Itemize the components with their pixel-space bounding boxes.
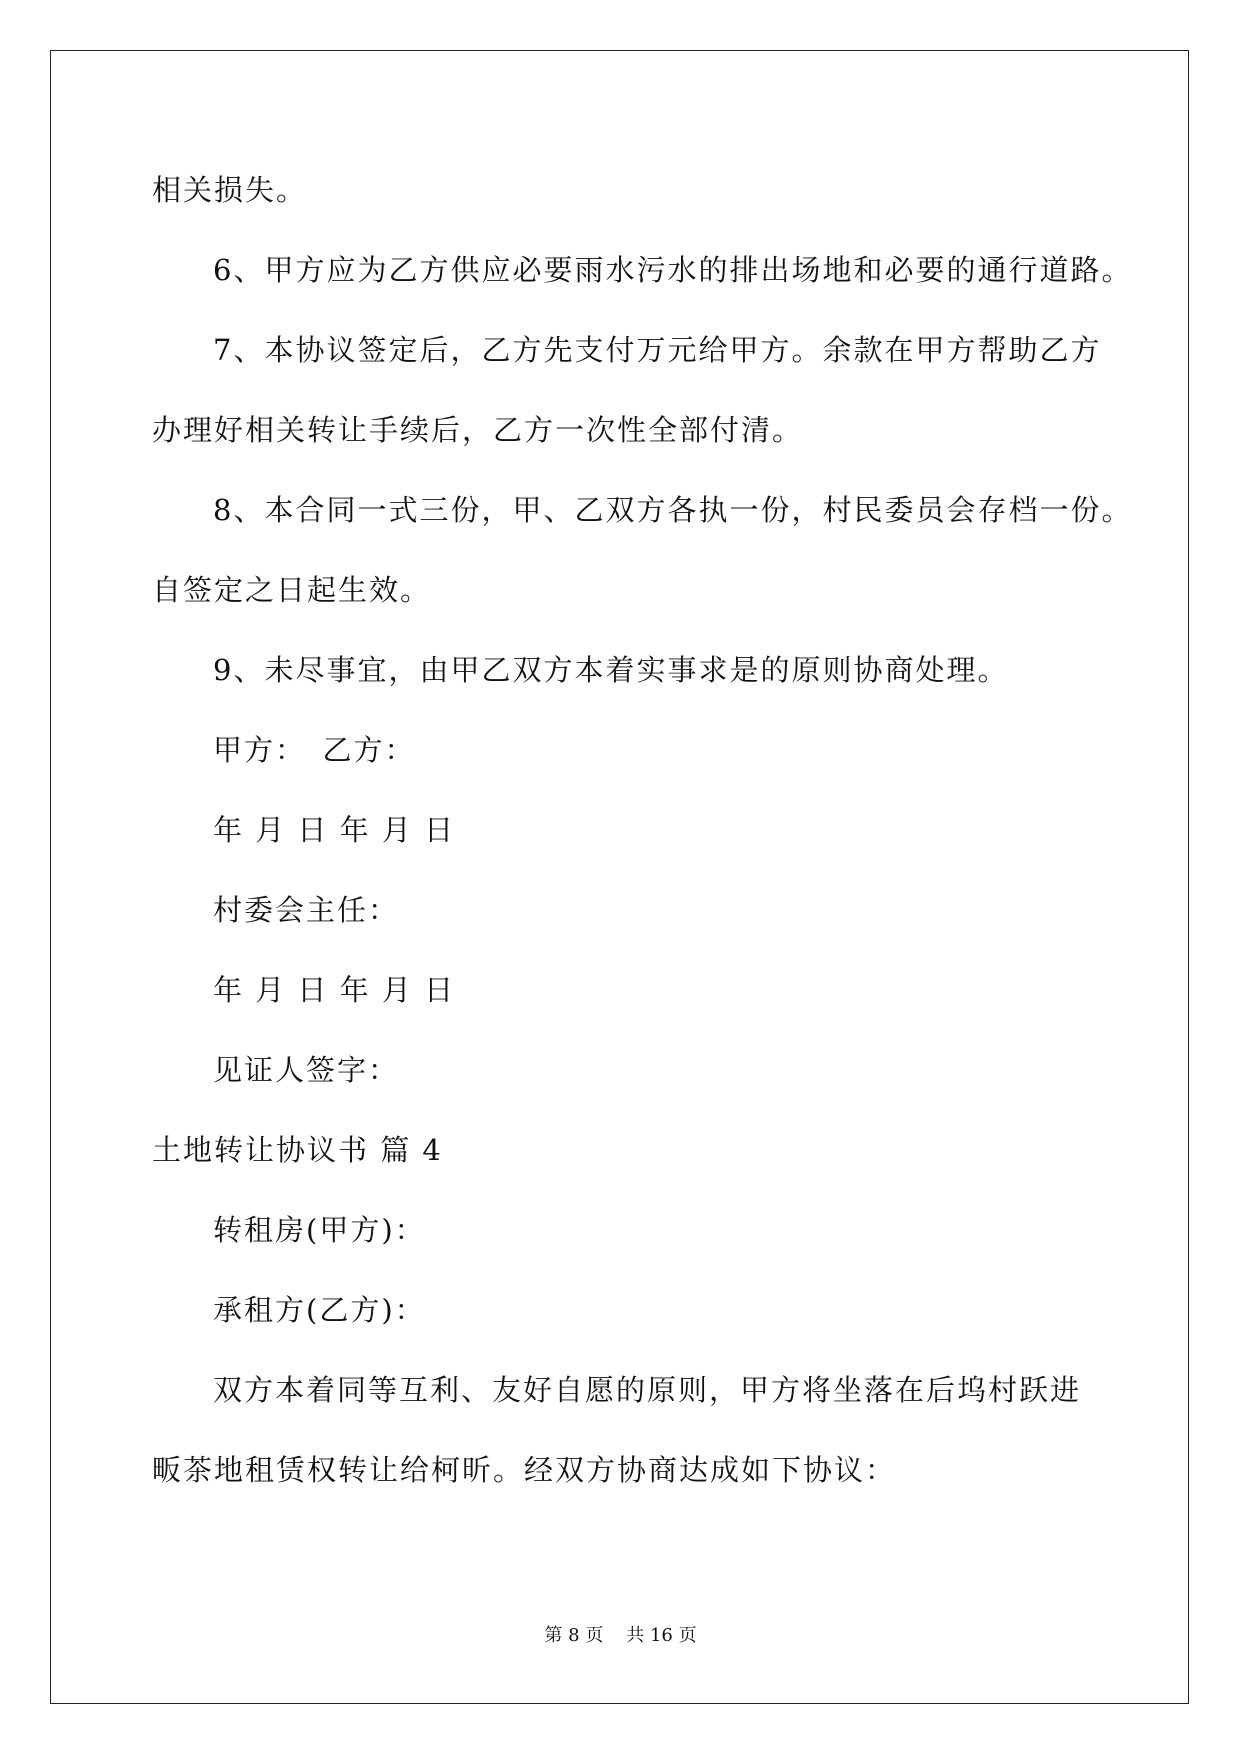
clause-6: 6、甲方应为乙方供应必要雨水污水的排出场地和必要的通行道路。 [213,253,1133,287]
witness-signature: 见证人签字： [213,1053,400,1087]
paragraph-line: 畈茶地租赁权转让给柯昕。经双方协商达成如下协议： [152,1453,897,1487]
section-heading: 土地转让协议书 篇 4 [152,1133,443,1167]
paragraph-line: 相关损失。 [152,173,308,207]
signature-date: 年 月 日 年 月 日 [213,813,456,847]
party-a-label: 转租房(甲方)： [213,1213,426,1247]
signature-date: 年 月 日 年 月 日 [213,973,456,1007]
clause-7: 7、本协议签定后，乙方先支付万元给甲方。余款在甲方帮助乙方 [213,333,1102,367]
clause-9: 9、未尽事宜，由甲乙双方本着实事求是的原则协商处理。 [213,653,1009,687]
village-director-signature: 村委会主任： [213,893,400,927]
page-footer [0,1624,1241,1648]
party-b-label: 承租方(乙方)： [213,1293,426,1327]
paragraph-line: 双方本着同等互利、友好自愿的原则，甲方将坐落在后坞村跃进 [213,1373,1082,1407]
paragraph-line: 自签定之日起生效。 [152,573,432,607]
page-number: 第 8 页 [544,1625,604,1646]
signature-parties: 甲方： 乙方： [213,733,416,767]
clause-8: 8、本合同一式三份，甲、乙双方各执一份，村民委员会存档一份。 [213,493,1133,527]
page-total: 共 16 页 [626,1625,697,1646]
footer-spacer [603,1625,626,1646]
paragraph-line: 办理好相关转让手续后，乙方一次性全部付清。 [152,413,804,447]
